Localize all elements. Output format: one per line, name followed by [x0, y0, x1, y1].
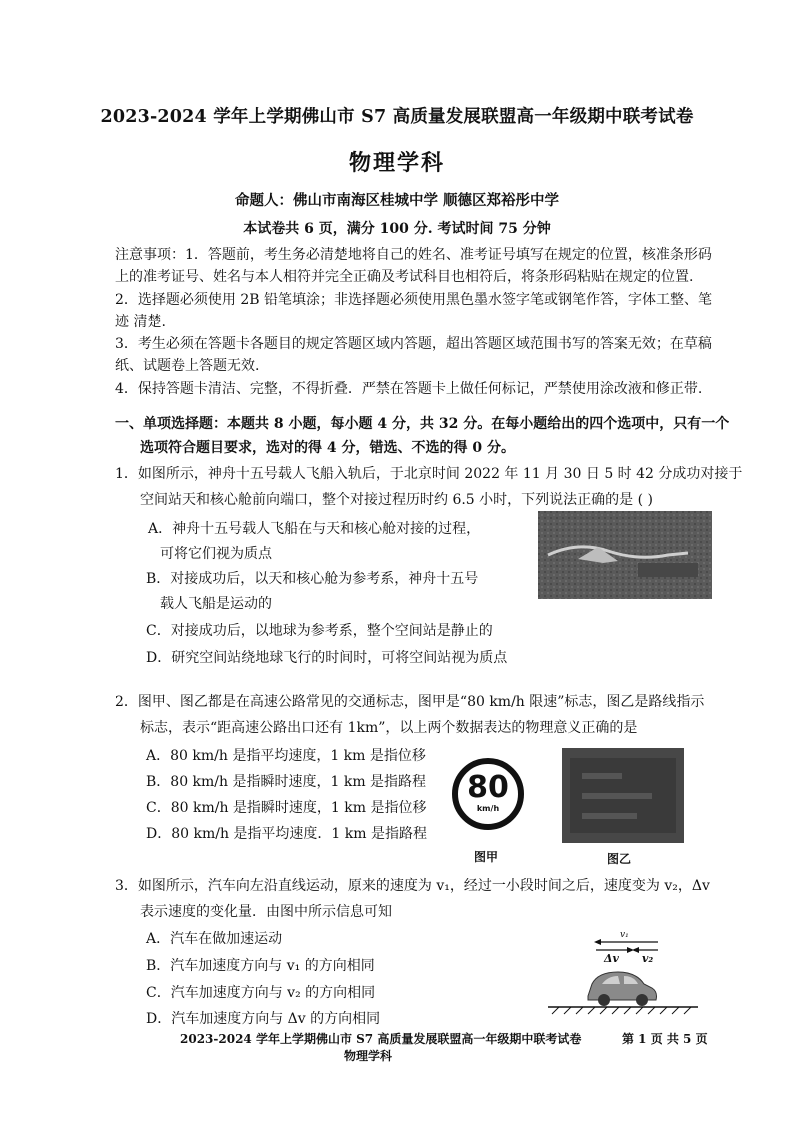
footer-title: 2023-2024 学年上学期佛山市 S7 高质量发展联盟高一年级期中联考试卷: [180, 1032, 582, 1046]
fig-v2-label: v₂: [642, 952, 654, 965]
section-heading: 一、单项选择题：本题共 8 小题，每小题 4 分，共 32 分。在每小题给出的四个选项中，只有一个: [115, 416, 730, 432]
q3-option-c: C．汽车加速度方向与 v₂ 的方向相同: [146, 985, 376, 1001]
section-heading-cont: 选项符合题目要求，选对的得 4 分，错选、不选的得 0 分。: [140, 440, 515, 456]
note-line: 迹 清楚.: [115, 314, 166, 330]
subject-title: 物理学科: [348, 150, 445, 176]
fig-v1-label: v₁: [620, 930, 629, 940]
note-line: 注意事项：1．答题前，考生务必清楚地将自己的姓名、准考证号填写在规定的位置，核准条形码: [115, 247, 712, 263]
note-line: 2．选择题必须使用 2B 铅笔填涂；非选择题必须使用黑色墨水签字笔或钢笔作答，字体工整、笔: [115, 292, 713, 308]
q1-stem-cont: 空间站天和核心舱前向端口，整个对接过程历时约 6.5 小时，下列说法正确的是 ( ): [140, 492, 653, 508]
q1-option-a: A．神舟十五号载人飞船在与天和核心舱对接的过程，: [148, 521, 481, 537]
q1-option-a-cont: 可将它们视为质点: [160, 546, 272, 562]
car-velocity-figure: [548, 930, 698, 1020]
footer-subject: 物理学科: [344, 1049, 393, 1063]
q3-option-a: A．汽车在做加速运动: [146, 931, 283, 947]
q2-option-b: B．80 km/h 是指瞬时速度，1 km 是指路程: [146, 774, 427, 790]
exam-info: 本试卷共 6 页，满分 100 分. 考试时间 75 分钟: [243, 221, 551, 237]
q1-option-b-cont: 载人飞船是运动的: [160, 596, 272, 612]
note-line: 3．考生必须在答题卡各题目的规定答题区域内答题，超出答题区域范围书写的答案无效；在草稿: [115, 336, 712, 352]
note-line: 纸、试题卷上答题无效.: [115, 358, 260, 374]
speed-limit-number: 80: [467, 770, 509, 805]
q2-stem-cont: 标志，表示“距高速公路出口还有 1km”，以上两个数据表达的物理意义正确的是: [140, 720, 638, 736]
q1-stem: 1．如图所示，神舟十五号载人飞船入轨后，于北京时间 2022 年 11 月 30 日 5 时 42 分成功对接于: [115, 466, 743, 482]
route-sign-photo: [562, 748, 684, 843]
note-line: 4．保持答题卡清洁、完整，不得折叠．严禁在答题卡上做任何标记，严禁使用涂改液和修正带.: [115, 381, 703, 397]
q1-option-d: D．研究空间站绕地球飞行的时间时，可将空间站视为质点: [146, 650, 508, 666]
q3-option-b: B．汽车加速度方向与 v₁ 的方向相同: [146, 958, 375, 974]
q2-option-c: C．80 km/h 是指瞬时速度，1 km 是指位移: [146, 800, 427, 816]
q3-option-d: D．汽车加速度方向与 Δv 的方向相同: [146, 1011, 381, 1027]
exam-title: 2023-2024 学年上学期佛山市 S7 高质量发展联盟高一年级期中联考试卷: [100, 107, 694, 127]
figure-yi-label: 图乙: [607, 852, 632, 866]
spacecraft-photo: [538, 511, 712, 599]
note-line: 上的准考证号、姓名与本人相符并完全正确及考试科目也相符后，将条形码粘贴在规定的位置.: [115, 269, 694, 285]
q2-option-d: D．80 km/h 是指平均速度．1 km 是指路程: [146, 826, 427, 842]
q3-stem-cont: 表示速度的变化量．由图中所示信息可知: [140, 904, 392, 920]
q3-stem: 3．如图所示，汽车向左沿直线运动，原来的速度为 v₁，经过一小段时间之后，速度变为 v₂，Δv: [115, 878, 710, 894]
footer-page-number: 第 1 页 共 5 页: [622, 1032, 708, 1046]
figure-jia-label: 图甲: [474, 850, 499, 864]
fig-dv-label: Δv: [604, 952, 619, 965]
q2-option-a: A．80 km/h 是指平均速度，1 km 是指位移: [146, 748, 426, 764]
speed-limit-unit: km/h: [476, 804, 500, 813]
q1-option-b: B．对接成功后，以天和核心舱为参考系，神舟十五号: [146, 571, 479, 587]
q1-option-c: C．对接成功后，以地球为参考系，整个空间站是静止的: [146, 623, 493, 639]
q2-stem: 2．图甲、图乙都是在高速公路常见的交通标志，图甲是“80 km/h 限速”标志，图乙是路线指示: [115, 694, 705, 710]
authors-line: 命题人：佛山市南海区桂城中学 顺德区郑裕彤中学: [234, 192, 560, 209]
speed-limit-sign: [452, 758, 524, 830]
